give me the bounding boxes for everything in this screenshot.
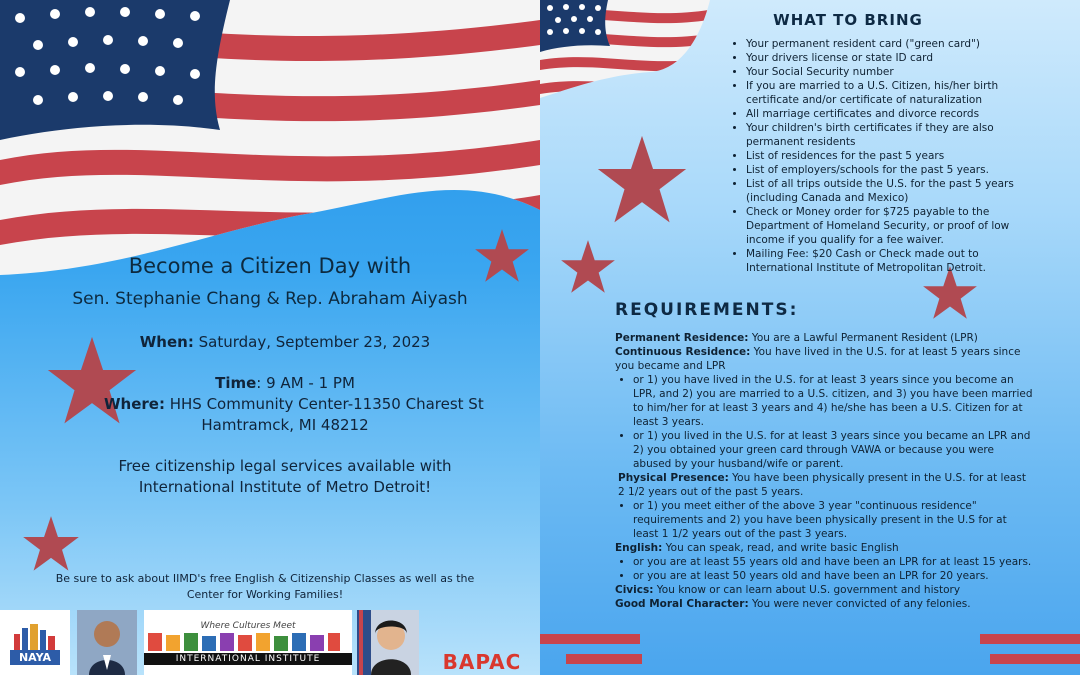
naya-logo <box>0 610 70 675</box>
continuous-residence-options <box>615 373 1035 471</box>
list-item: • If you are married to a U.S. Citizen, his/her birth certificate and/or certificate of naturalization <box>746 79 1048 107</box>
req-permanent-residence <box>615 331 1035 345</box>
event-when <box>0 333 540 351</box>
stripe-decoration <box>566 654 642 664</box>
institute-tagline: Where Cultures Meet <box>200 620 296 631</box>
req-text: You have been physically present in the U.S. for at least 2 1/2 years out of the past 5 years. <box>618 472 1026 498</box>
requirements-heading: REQUIREMENTS: <box>615 300 799 320</box>
stripe-decoration <box>540 634 640 644</box>
event-title: Become a Citizen Day with <box>128 254 412 278</box>
req-label: Permanent Residence: <box>615 332 749 344</box>
star-icon <box>22 515 80 573</box>
free-services-line2: International Institute of Metro Detroit! <box>138 478 432 496</box>
list-item: • Your drivers license or state ID card <box>746 51 1048 65</box>
what-to-bring-list <box>728 37 1048 275</box>
classes-note-line1: Be sure to ask about IIMD's free English & Citizenship Classes as well as the <box>55 572 475 585</box>
person-portrait-icon <box>357 610 419 675</box>
list-item: • Your permanent resident card ("green card") <box>746 37 1048 51</box>
requirements-section <box>615 331 1035 611</box>
time-value: : 9 AM - 1 PM <box>256 374 355 392</box>
req-label: English: <box>615 542 663 554</box>
list-item: • All marriage certificates and divorce records <box>746 107 1048 121</box>
representative-photo <box>77 610 137 675</box>
list-item: • or 1) you meet either of the above 3 year "continuous residence" requirements and 2) you have been physically present in the U.S for at least 1 1/2 years out of the past 3 years. <box>633 499 1035 541</box>
star-icon <box>560 239 616 295</box>
list-item: • Your children's birth certificates if they are also permanent residents <box>746 121 1048 149</box>
bapac-logo <box>424 649 540 675</box>
list-item: • Check or Money order for $725 payable to the Department of Homeland Security, or proof of low income if you qualify for a fee waiver. <box>746 205 1048 247</box>
list-item: • List of employers/schools for the past 5 years. <box>746 163 1048 177</box>
req-civics <box>615 583 1035 597</box>
bring-items <box>728 37 1048 275</box>
req-physical-presence <box>615 471 1035 499</box>
person-portrait-icon <box>77 610 137 675</box>
list-item: • Mailing Fee: $20 Cash or Check made out to International Institute of Metropolitan Detroit. <box>746 247 1048 275</box>
list-item: • or 1) you lived in the U.S. for at least 3 years since you became an LPR and 2) you obtained your green card through VAWA or because you were abused by your husband/wife or parent. <box>633 429 1035 471</box>
req-label: Civics: <box>615 584 654 596</box>
req-text: You can speak, read, and write basic English <box>662 542 899 554</box>
req-label: Good Moral Character: <box>615 598 749 610</box>
list-item: • or you are at least 50 years old and have been an LPR for 20 years. <box>633 569 1035 583</box>
physical-presence-options <box>615 499 1035 541</box>
naya-wordmark: NAYA <box>10 650 60 665</box>
what-to-bring-heading: WHAT TO BRING <box>773 11 923 29</box>
event-time <box>0 374 540 392</box>
international-institute-logo <box>144 610 352 675</box>
senator-photo <box>357 610 419 675</box>
classes-note <box>0 571 530 603</box>
when-label: When: <box>139 333 194 351</box>
list-item: • or 1) you have lived in the U.S. for at least 3 years since you become an LPR, and 2) you are married to a U.S. citizen, and 3) you have been married to him/her for at least 3 years and 4) he/she has been a U.S. Citizen for at least 3 years. <box>633 373 1035 429</box>
event-hosts: Sen. Stephanie Chang & Rep. Abraham Aiyash <box>72 289 468 309</box>
req-label: Continuous Residence: <box>615 346 751 358</box>
time-label: Time <box>215 374 257 392</box>
list-item: • List of residences for the past 5 years <box>746 149 1048 163</box>
req-continuous-residence <box>615 345 1035 373</box>
classes-note-line2: Center for Working Families! <box>186 588 344 601</box>
right-flyer-panel <box>540 0 1080 675</box>
city-skyline-icon <box>10 620 60 650</box>
event-where <box>104 395 524 413</box>
req-text: You are a Lawful Permanent Resident (LPR) <box>748 332 978 344</box>
american-flag-graphic <box>540 0 720 100</box>
where-address-line2: Hamtramck, MI 48212 <box>201 416 369 434</box>
list-item: • List of all trips outside the U.S. for the past 5 years (including Canada and Mexico) <box>746 177 1048 205</box>
english-exceptions <box>615 555 1035 583</box>
institute-name: INTERNATIONAL INSTITUTE <box>144 653 352 665</box>
bapac-wordmark: BAPAC <box>442 650 522 674</box>
list-item: • or you are at least 55 years old and have been an LPR for at least 15 years. <box>633 555 1035 569</box>
star-icon <box>596 134 688 226</box>
req-good-moral-character <box>615 597 1035 611</box>
colorful-letters-graphic <box>144 631 344 653</box>
req-text: You were never convicted of any felonies. <box>748 598 971 610</box>
stripe-decoration <box>990 654 1080 664</box>
free-services-line1: Free citizenship legal services available with <box>118 457 452 475</box>
list-item: • Your Social Security number <box>746 65 1048 79</box>
req-english <box>615 541 1035 555</box>
where-label: Where: <box>104 395 165 413</box>
req-text: You have lived in the U.S. for at least 5 years since you became and LPR <box>615 346 1021 372</box>
where-value: HHS Community Center-11350 Charest St <box>164 395 484 413</box>
when-value: Saturday, September 23, 2023 <box>193 333 431 351</box>
req-label: Physical Presence: <box>618 472 729 484</box>
req-text: You know or can learn about U.S. government and history <box>653 584 961 596</box>
stripe-decoration <box>980 634 1080 644</box>
